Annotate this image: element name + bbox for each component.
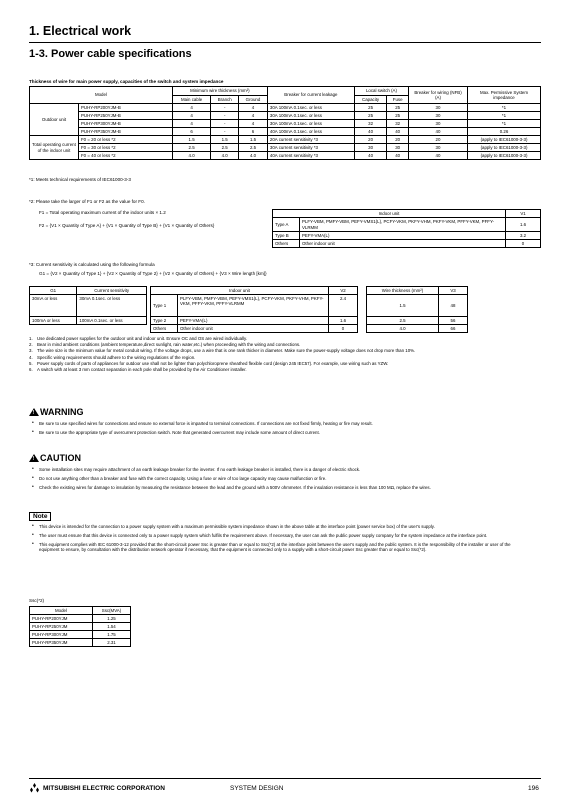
cell: 0 — [329, 325, 358, 333]
cell: PUHY-RP200YJM-B — [79, 104, 173, 112]
cell: (apply to IEC61000-3-3) — [468, 136, 541, 144]
cell: 66 — [439, 325, 468, 333]
cell: Type 1 — [151, 295, 178, 317]
list-item — [31, 476, 509, 482]
footer-section: SYSTEM DESIGN — [230, 785, 284, 792]
caution-icon — [29, 454, 39, 462]
g1-table — [29, 286, 147, 325]
cell: 1.6 — [329, 317, 358, 325]
hdr-model: Model — [30, 607, 93, 615]
list-item — [29, 367, 499, 373]
cell: 4 — [239, 112, 268, 120]
cell: 6 — [239, 128, 268, 136]
item-text: Power supply cords of parts of appliances for outdoor use shall not be lighter than polychloroprene sheathed flexible cord (design 245 IEC57). For example, use wiring such as YZW. — [37, 360, 389, 366]
item-number: 1. — [29, 336, 33, 341]
cell: 0.26 — [468, 128, 541, 136]
page-number: 196 — [528, 785, 539, 792]
ssc-caption: Ssc(*2) — [29, 598, 45, 603]
hdr-current-sensitivity: Current sensitivity — [77, 287, 147, 295]
item-text: Be sure to use the appropriate type of overcurrent protection switch. Note that generated overcurrent may include some amount of direct current. — [39, 429, 320, 435]
item-text: The user must ensure that this device is connected only to a power supply system which fulfils the requirement above. If necessary, the user can ask the public power supply company for the system impedance at the interface point. — [39, 532, 488, 538]
note3-line2: G1 = {V2 × Quantity of Type 1} + {V2 × Quantity of Type 2} + {V2 × Quantity of Others} + {V3 × Wire length [km]} — [39, 271, 267, 276]
hdr-v2: V2 — [329, 287, 358, 295]
cell: - — [211, 112, 239, 120]
cell: 40A 100mA 0.1sec. or less — [267, 128, 354, 136]
note3-line1: *3: Current sensitivity is calculated using the following formula — [29, 262, 155, 267]
cell: 20 — [354, 136, 386, 144]
table1-footnote: *1: Meets technical requirements of IEC61000-3-3 — [29, 177, 131, 182]
item-text: Be sure to use specified wires for connections and ensure no external force is imparted to terminal connections. If connections are not fixed firmly, heating or fire may result. — [39, 421, 373, 426]
table-row — [30, 623, 131, 631]
cell: 32 — [387, 120, 409, 128]
list-item — [31, 430, 521, 436]
cell: PUHY-RP250YJM — [30, 623, 93, 631]
v3-table — [366, 286, 468, 333]
list-item — [31, 485, 509, 491]
cell: 30A current sensitivity *3 — [267, 144, 354, 152]
table-row — [151, 295, 358, 317]
item-text: Use dedicated power supplies for the outdoor unit and indoor unit. Ensure OC and OS are wired individually. — [37, 336, 248, 341]
item-number: 2. — [29, 342, 33, 348]
caution-list — [31, 467, 509, 493]
table-row — [30, 152, 541, 160]
cell: Type 2 — [151, 317, 178, 325]
cell: 100mA 0.1sec. or less — [77, 317, 147, 325]
hdr-wire-thickness: Wire thickness (mm²) — [367, 287, 439, 295]
cell: PUHY-RP250YJM-B — [79, 112, 173, 120]
page-title: 1. Electrical work — [29, 24, 132, 38]
cell: Others — [273, 240, 300, 248]
cell: 30A 100mA 0.1sec. or less — [267, 112, 354, 120]
item-text: A switch with at least 3 mm contact separation in each pole shall be provided by the Air Conditioner installer. — [37, 367, 247, 373]
warning-title: WARNING — [40, 407, 84, 417]
table-row — [367, 295, 468, 317]
hdr-ground: Ground — [239, 96, 268, 104]
item-number: 4. — [29, 354, 33, 360]
hdr-v1: V1 — [506, 210, 541, 218]
cell: 40 — [354, 152, 386, 160]
cell: 2.4 — [329, 295, 358, 317]
cell: 25 — [387, 104, 409, 112]
cell: PEFY-VMA(L) — [178, 317, 329, 325]
caution-title: CAUTION — [40, 453, 81, 463]
hdr-ssc: Ssc(MVA) — [92, 607, 130, 615]
list-item — [31, 533, 513, 539]
hdr-capacity: Capacity — [354, 96, 386, 104]
hdr-indoor-unit: Indoor unit — [151, 287, 329, 295]
cell: PUHY-RP200YJM — [30, 615, 93, 623]
item-text: Specific wiring requirements should adhere to the wiring regulations of the region. — [37, 354, 196, 360]
hdr-min-wire: Minimum wire thickness (mm²) — [172, 87, 267, 96]
bullet-icon: • — [32, 420, 34, 426]
item-text: Check the existing wires for damage to insulation by measuring the resistance between the lead and the ground with a 500V ohmmeter. If the insulation resistance is less than 100 MΩ, replace the wires. — [39, 484, 431, 490]
title-rule — [29, 42, 541, 43]
cell: 20 — [387, 136, 409, 144]
cell: 4 — [172, 104, 210, 112]
hdr-model: Model — [30, 87, 173, 104]
three-diamonds-logo-icon — [29, 783, 40, 793]
table-row — [30, 104, 541, 112]
hdr-local-switch: Local switch (A) — [354, 87, 408, 96]
cell: 30mA 0.1sec. or less — [77, 295, 147, 317]
table-row — [30, 144, 541, 152]
cell: Other indoor unit — [300, 240, 506, 248]
table-row — [30, 128, 541, 136]
cell: 25 — [354, 104, 386, 112]
bullet-icon: • — [32, 531, 34, 538]
cell: - — [211, 120, 239, 128]
bullet-icon: • — [32, 466, 34, 472]
note-label: Note — [29, 512, 51, 521]
hdr-v3: V3 — [439, 287, 468, 295]
item-text: Some installation sites may require attachment of an earth leakage breaker for the inverter. If no earth leakage breaker is installed, there is a danger of electric shock. — [39, 467, 361, 472]
cell: (apply to IEC61000-3-3) — [468, 152, 541, 160]
cell: Other indoor unit — [178, 325, 329, 333]
cell: 2.5 — [239, 144, 268, 152]
cell: 4 — [239, 104, 268, 112]
list-item — [31, 524, 513, 530]
cell: 40 — [409, 128, 468, 136]
bullet-icon: • — [32, 428, 34, 435]
cell: 2.5 — [211, 144, 239, 152]
cell: PEFY-VMA(L) — [300, 232, 506, 240]
cell: 4 — [172, 112, 210, 120]
ssc-table — [29, 606, 131, 647]
item-text: This equipment complies with IEC 61000-3-12 provided that the short-circuit power Ssc is greater than or equal to Ssc(*2) at the interface point between the user's supply and the public system. It is the responsibility of the installer or user of the equipment to ensure, by consultation with the distribution network operator if necessary, that the equipment is connected only to a supply with a short-circuit power Ssc greater than or equal to Ssc(*2). — [39, 541, 511, 553]
cell: 30mA or less — [30, 295, 77, 317]
cell: 30 — [409, 112, 468, 120]
hdr-indoor-unit: Indoor unit — [273, 210, 506, 218]
cell: PUHY-RP300YJM-B — [79, 120, 173, 128]
cell: Type A — [273, 218, 300, 232]
cell: *1 — [468, 120, 541, 128]
bullet-icon: • — [32, 523, 34, 529]
cell: 30 — [409, 120, 468, 128]
footer-brand — [29, 783, 165, 793]
v1-table — [272, 209, 541, 248]
table-row — [367, 325, 468, 333]
group-outdoor: Outdoor unit — [30, 104, 79, 136]
cell: F0 = 30 or less *2 — [79, 144, 173, 152]
group-total: Total operating current of the indoor unit — [30, 136, 79, 160]
warning-list — [31, 421, 521, 439]
note2-line2: F1 = Total operating maximum current of the indoor units × 1.2 — [39, 210, 166, 215]
numbered-list — [29, 336, 499, 373]
cell: PUHY-RP350YJM-B — [79, 128, 173, 136]
table-row — [30, 112, 541, 120]
cell: 30 — [409, 144, 468, 152]
table-row — [367, 317, 468, 325]
list-item — [31, 467, 509, 473]
cell: PUHY-RP350YJM — [30, 639, 93, 647]
cell: 6 — [172, 128, 210, 136]
cell: F0 = 20 or less *2 — [79, 136, 173, 144]
item-number: 5. — [29, 360, 33, 366]
cell: 30A 100mA 0.1sec. or less — [267, 120, 354, 128]
footer-rule — [29, 778, 541, 779]
cell: 2.31 — [92, 639, 130, 647]
item-number: 3. — [29, 348, 33, 354]
brand-name: MITSUBISHI ELECTRIC CORPORATION — [43, 784, 165, 792]
cell: 1.75 — [92, 631, 130, 639]
table-row — [151, 325, 358, 333]
cell: 1.6 — [506, 218, 541, 232]
hdr-main-cable: Main cable — [172, 96, 210, 104]
cell: 20A current sensitivity *3 — [267, 136, 354, 144]
cell: *1 — [468, 112, 541, 120]
table-row — [151, 317, 358, 325]
cell: 4.0 — [211, 152, 239, 160]
v2-table — [150, 286, 358, 333]
cell: - — [211, 128, 239, 136]
item-text: This device is intended for the connection to a power supply system with a maximum permissible system impedance shown in the above table at the interface point (power service box) of the user's supply. — [39, 524, 435, 529]
bullet-icon: • — [32, 483, 34, 490]
cell: 2.5 — [172, 144, 210, 152]
cell: 4.0 — [239, 152, 268, 160]
cell: PLFY-VBM, PMFY-VBM, PEFY-VMS1(L), PCFY-VKM, PKFY-VHM, PKFY-VKM, PFFY-VKM, PFFY-VLRMM — [178, 295, 329, 317]
table-row — [30, 615, 131, 623]
cell: 4 — [239, 120, 268, 128]
bullet-icon: • — [32, 540, 34, 547]
list-item — [31, 542, 513, 554]
cell: 25 — [354, 112, 386, 120]
cell: - — [211, 104, 239, 112]
cell: 0 — [506, 240, 541, 248]
cell: 4.0 — [172, 152, 210, 160]
wire-thickness-table — [29, 86, 541, 160]
hdr-g1: G1 — [30, 287, 77, 295]
cell: Others — [151, 325, 178, 333]
item-number: 6. — [29, 367, 33, 373]
list-item — [31, 421, 521, 427]
hdr-impedance: Max. Permissive System impedance — [468, 87, 541, 104]
cell: F0 = 40 or less *2 — [79, 152, 173, 160]
cell: 48 — [439, 295, 468, 317]
cell: 32 — [354, 120, 386, 128]
warning-heading — [29, 407, 84, 417]
cell: 20 — [409, 136, 468, 144]
cell: 4 — [172, 120, 210, 128]
cell: Type B — [273, 232, 300, 240]
cell: 4.0 — [367, 325, 439, 333]
note2-line1: *2: Please take the larger of F1 or F2 as the value for F0. — [29, 199, 145, 204]
table-row — [30, 295, 147, 317]
cell: 30 — [409, 104, 468, 112]
item-text: Bear in mind ambient conditions (ambient temperature,direct sunlight, rain water,etc.) when proceeding with the wiring and connections. — [37, 342, 301, 348]
caution-heading — [29, 453, 81, 463]
cell: 1.54 — [92, 623, 130, 631]
cell: 3.2 — [506, 232, 541, 240]
cell: 100mA or less — [30, 317, 77, 325]
cell: 40 — [354, 128, 386, 136]
warning-icon — [29, 408, 39, 416]
table-row — [273, 232, 541, 240]
cell: PLFY-VBM, PMFY-VBM, PEFY-VMS1(L), PCFY-VKM, PKFY-VHM, PKFY-VKM, PFFY-VKM, PFFY-VLRMM — [300, 218, 506, 232]
table-row — [30, 317, 147, 325]
hdr-wiring-breaker: Breaker for wiring (NFB) (A) — [409, 87, 468, 104]
cell: 56 — [439, 317, 468, 325]
table-row — [30, 639, 131, 647]
cell: 30 — [354, 144, 386, 152]
hdr-breaker: Breaker for current leakage — [267, 87, 354, 104]
section-title: 1-3. Power cable specifications — [29, 48, 192, 60]
cell: *1 — [468, 104, 541, 112]
cell: 1.5 — [211, 136, 239, 144]
table-row — [273, 240, 541, 248]
hdr-fuse: Fuse — [387, 96, 409, 104]
cell: 25 — [387, 112, 409, 120]
cell: 40 — [387, 128, 409, 136]
hdr-branch: Branch — [211, 96, 239, 104]
cell: 1.5 — [239, 136, 268, 144]
cell: 30 — [387, 144, 409, 152]
cell: 2.5 — [367, 317, 439, 325]
table-row — [30, 120, 541, 128]
cell: PUHY-RP300YJM — [30, 631, 93, 639]
table-row — [30, 631, 131, 639]
table-row — [30, 136, 541, 144]
cell: 1.5 — [172, 136, 210, 144]
cell: 40 — [409, 152, 468, 160]
cell: 40 — [387, 152, 409, 160]
bullet-icon: • — [32, 474, 34, 481]
table-row — [273, 218, 541, 232]
cell: (apply to IEC61000-3-3) — [468, 144, 541, 152]
cell: 1.25 — [92, 615, 130, 623]
note2-line3: F2 = {V1 × Quantity of Type A} + {V1 × Quantity of Type B} + {V1 × Quantity of Others} — [39, 223, 215, 228]
table1-caption: Thickness of wire for main power supply, capacities of the switch and system impedance — [29, 79, 224, 84]
cell: 1.5 — [367, 295, 439, 317]
item-text: Do not use anything other than a breaker and fuse with the correct capacity. Using a fuse or wire of too large capacity may cause malfunction or fire. — [39, 475, 327, 481]
cell: 40A current sensitivity *3 — [267, 152, 354, 160]
cell: 30A 100mA 0.1sec. or less — [267, 104, 354, 112]
note-list — [31, 524, 513, 556]
item-text: The wire size is the minimum value for metal conduit wiring. If the voltage drops, use a wire that is one rank thicker in diameter. Make sure the power-supply voltage does not drop more than 10%. — [37, 348, 416, 354]
